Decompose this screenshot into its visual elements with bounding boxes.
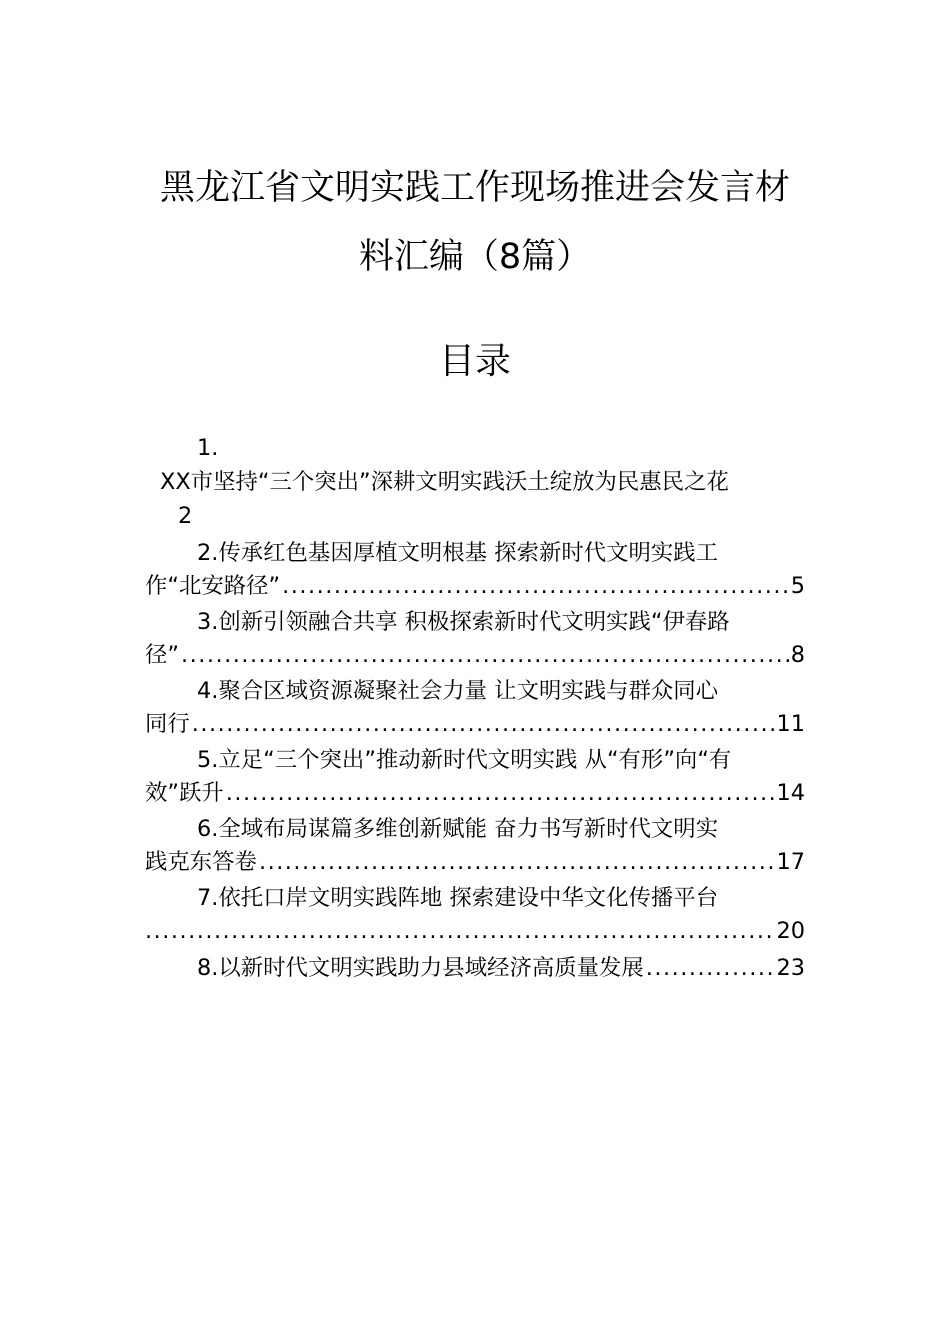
- toc-item-3-title-line-1[interactable]: [197, 607, 730, 637]
- toc-item-4-title-part-1: 聚合区域资源凝聚社会力量 让文明实践与群众同心: [218, 678, 719, 704]
- toc-item-3-title-part-2: 径”: [145, 642, 179, 668]
- toc-item-7-number: 7.: [197, 885, 219, 911]
- toc-item-7-title-part-1: 依托口岸文明实践阵地 探索建设中华文化传播平台: [218, 885, 719, 911]
- toc-item-8-title: 以新时代文明实践助力县域经济高质量发展: [218, 955, 644, 981]
- toc-item-1-page[interactable]: 2: [178, 503, 193, 529]
- toc-item-2-title-part-2: 作“北安路径”: [145, 573, 281, 599]
- toc-item-2-title-line-2[interactable]: [145, 571, 805, 601]
- toc-item-2-page: 5: [790, 573, 805, 599]
- toc-item-2-number: 2.: [197, 540, 219, 566]
- toc-item-4-title-part-2: 同行: [145, 711, 190, 737]
- toc-item-1-number[interactable]: 1.: [197, 435, 219, 461]
- toc-item-8-number: 8.: [197, 955, 219, 981]
- toc-item-3-title-line-2[interactable]: [145, 640, 805, 670]
- toc-item-5-number: 5.: [197, 747, 219, 773]
- toc-item-3-number: 3.: [197, 609, 219, 635]
- dot-leader: [646, 953, 775, 983]
- toc-item-8-page: 23: [776, 955, 805, 981]
- toc-item-7-title-line-2[interactable]: [145, 916, 805, 946]
- toc-item-5-title-part-2: 效”跃升: [145, 780, 224, 806]
- toc-item-5-title-line-1[interactable]: [197, 745, 731, 775]
- document-title-line-1: 黑龙江省文明实践工作现场推进会发言材: [159, 168, 790, 208]
- toc-item-4-title-line-2[interactable]: [145, 709, 805, 739]
- toc-item-2-title-line-1[interactable]: [197, 538, 718, 568]
- dot-leader: [226, 778, 775, 808]
- toc-item-6-title-part-1: 全域布局谋篇多维创新赋能 奋力书写新时代文明实: [218, 816, 719, 842]
- toc-item-7-page: 20: [776, 918, 805, 944]
- toc-heading: 目录: [438, 341, 511, 382]
- document-title-line-2: 料汇编（8篇）: [358, 237, 592, 277]
- toc-item-6-title-part-2: 践克东答卷: [145, 849, 257, 875]
- toc-item-4-page: 11: [776, 711, 805, 737]
- toc-item-2-title-part-1: 传承红色基因厚植文明根基 探索新时代文明实践工: [218, 540, 719, 566]
- dot-leader: [145, 916, 775, 946]
- dot-leader: [192, 709, 775, 739]
- toc-item-3-title-part-1: 创新引领融合共享 积极探索新时代文明实践“伊春路: [218, 609, 730, 635]
- toc-item-6-title-line-2[interactable]: [145, 847, 805, 877]
- toc-item-6-title-line-1[interactable]: [197, 814, 718, 844]
- toc-item-6-number: 6.: [197, 816, 219, 842]
- dot-leader: [181, 640, 789, 670]
- toc-item-5-title-part-1: 立足“三个突出”推动新时代文明实践 从“有形”向“有: [218, 747, 732, 773]
- toc-item-7-title-line-1[interactable]: [197, 883, 718, 913]
- dot-leader: [282, 571, 789, 601]
- toc-item-5-title-line-2[interactable]: [145, 778, 805, 808]
- toc-item-1-title[interactable]: XX市坚持“三个突出”深耕文明实践沃土绽放为民惠民之花: [160, 469, 729, 495]
- toc-item-3-page: 8: [790, 642, 805, 668]
- toc-item-8-line[interactable]: [197, 953, 805, 983]
- toc-item-5-page: 14: [776, 780, 805, 806]
- toc-item-4-number: 4.: [197, 678, 219, 704]
- toc-item-4-title-line-1[interactable]: [197, 676, 718, 706]
- dot-leader: [259, 847, 775, 877]
- toc-item-6-page: 17: [776, 849, 805, 875]
